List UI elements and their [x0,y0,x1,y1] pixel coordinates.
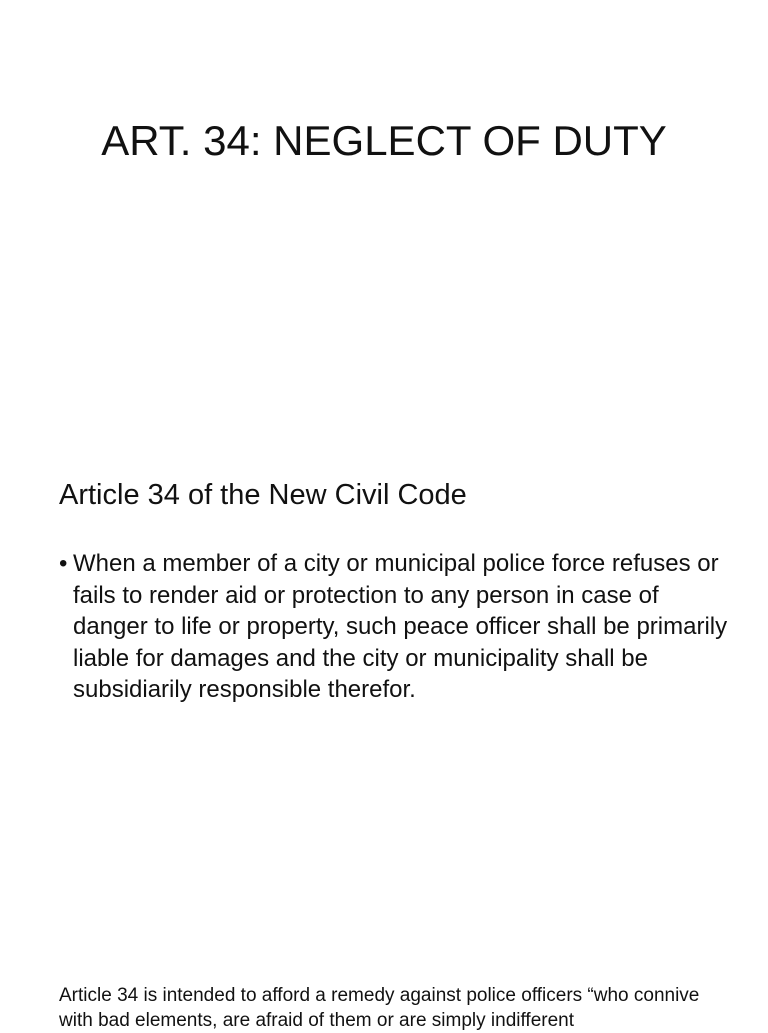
list-item [59,548,729,706]
slide-title: ART. 34: NEGLECT OF DUTY [101,117,667,164]
bullet-text: When a member of a city or municipal police force refuses or fails to render aid or protection to any person in case of danger to life or property, such peace officer shall be primarily liable for damages and the city or municipality shall be subsidiarily responsible therefor. [73,550,728,703]
section-heading: Article 34 of the New Civil Code [59,479,467,511]
body-paragraph: Article 34 is intended to afford a remedy against police officers “who connive with bad elements, are afraid of them or are simply indifferent [59,985,700,1031]
bullet-list [59,548,729,706]
bullet-icon: • [59,550,68,577]
